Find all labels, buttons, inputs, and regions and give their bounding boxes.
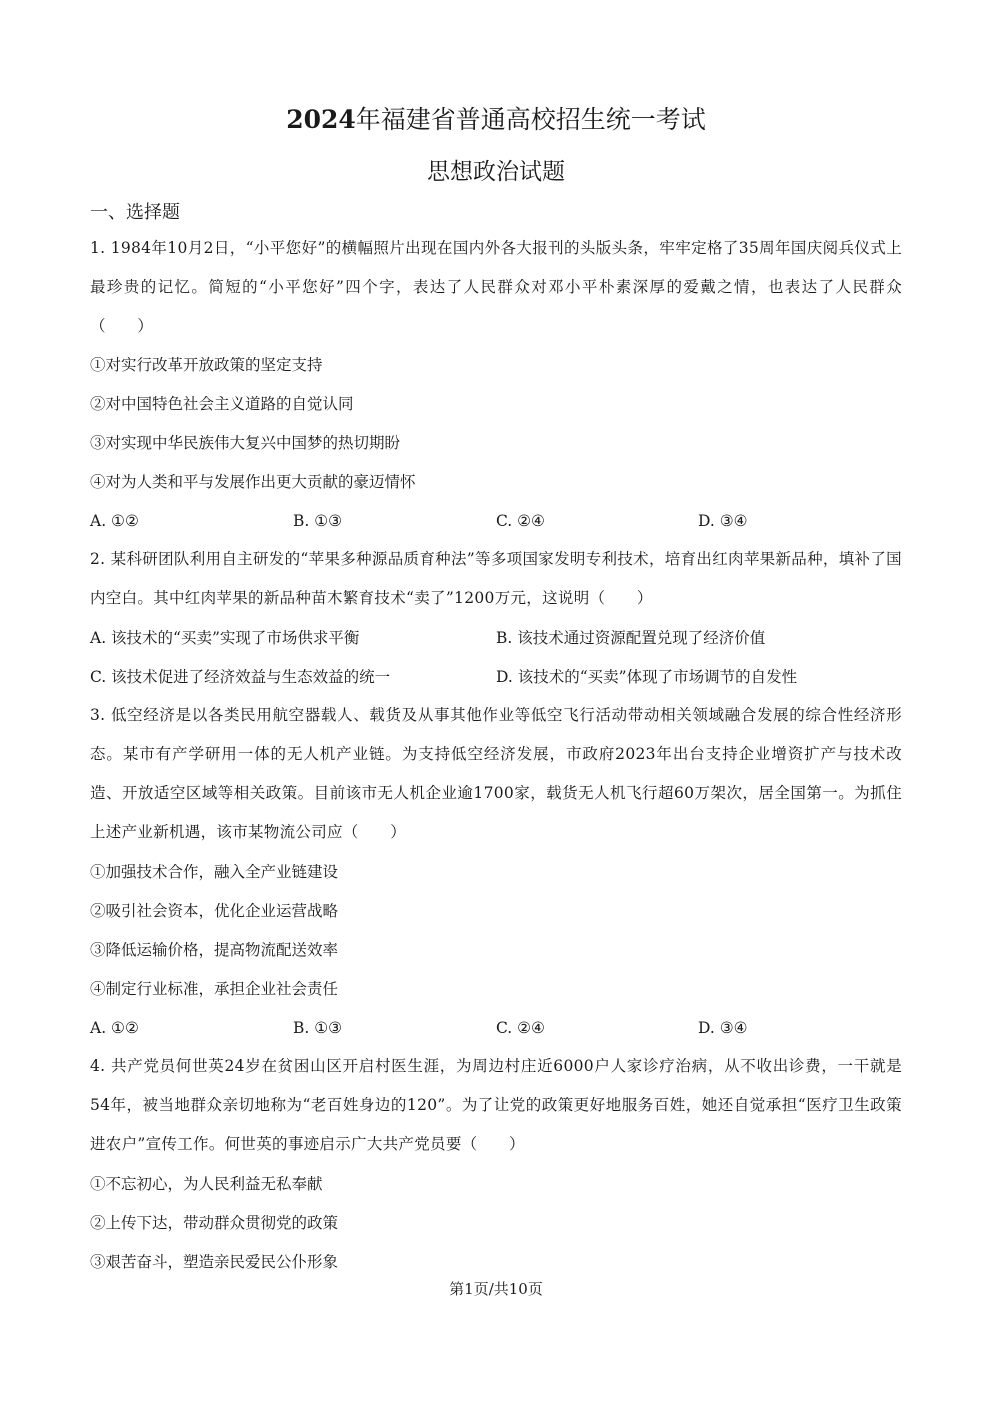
q4-item-3: ③艰苦奋斗，塑造亲民爱民公仆形象 xyxy=(90,1253,339,1271)
section-heading: 一、选择题 xyxy=(90,202,180,223)
q1-item-4: ④对为人类和平与发展作出更大贡献的豪迈情怀 xyxy=(90,473,416,491)
exam-subtitle: 思想政治试题 xyxy=(427,159,565,185)
q3-stem: 3. 低空经济是以各类民用航空器载人、载货及从事其他作业等低空飞行活动带动相关领域融合发展的综合性经济形态。某市有产学研用一体的无人机产业链。为支持低空经济发展，市政府2023年出台支持企业增资扩产与技术改造、开放适空区域等相关政策。目前该市无人机企业逾1700家，载货无人机飞行超60万架次，居全国第一。为抓住上述产业新机遇，该市某物流公司应（ ） xyxy=(90,706,902,841)
q1-item-1: ①对实行改革开放政策的坚定支持 xyxy=(90,356,323,374)
page-footer: 第1页/共10页 xyxy=(449,1280,543,1298)
q4-item-1: ①不忘初心，为人民利益无私奉献 xyxy=(90,1175,323,1193)
q1-option-d: D. ③④ xyxy=(698,512,748,530)
q1-item-3: ③对实现中华民族伟大复兴中国梦的热切期盼 xyxy=(90,434,401,452)
q3-item-3: ③降低运输价格，提高物流配送效率 xyxy=(90,941,339,959)
q1-item-2: ②对中国特色社会主义道路的自觉认同 xyxy=(90,395,354,413)
q1-option-a: A. ①② xyxy=(90,512,139,530)
title-text: 年福建省普通高校招生统一考试 xyxy=(355,105,706,134)
q1-stem: 1. 1984年10月2日，“小平您好”的横幅照片出现在国内外各大报刊的头版头条，牢牢定格了35周年国庆阅兵仪式上最珍贵的记忆。简短的“小平您好”四个字，表达了人民群众对邓小平朴素深厚的爱戴之情，也表达了人民群众（ ） xyxy=(90,239,902,335)
q1-option-b: B. ①③ xyxy=(293,512,343,530)
q3-option-c: C. ②④ xyxy=(496,1019,545,1037)
q2-option-a: A. 该技术的“买卖”实现了市场供求平衡 xyxy=(90,629,360,647)
q2-option-c: C. 该技术促进了经济效益与生态效益的统一 xyxy=(90,668,391,686)
q3-item-1: ①加强技术合作，融入全产业链建设 xyxy=(90,863,339,881)
q2-stem: 2. 某科研团队利用自主研发的“苹果多种源品质育种法”等多项国家发明专利技术，培育出红肉苹果新品种，填补了国内空白。其中红肉苹果的新品种苗木繁育技术“卖了”1200万元，这说明（ ） xyxy=(90,550,902,607)
q2-option-b: B. 该技术通过资源配置兑现了经济价值 xyxy=(496,629,766,647)
exam-title xyxy=(0,100,992,140)
q4-item-2: ②上传下达，带动群众贯彻党的政策 xyxy=(90,1214,339,1232)
q3-option-b: B. ①③ xyxy=(293,1019,343,1037)
title-year: 2024 xyxy=(286,105,356,134)
q4-stem: 4. 共产党员何世英24岁在贫困山区开启村医生涯，为周边村庄近6000户人家诊疗治病，从不收出诊费，一干就是54年，被当地群众亲切地称为“老百姓身边的120”。为了让党的政策更好地服务百姓，她还自觉承担“医疗卫生政策进农户”宣传工作。何世英的事迹启示广大共产党员要（ ） xyxy=(90,1057,902,1153)
q3-item-4: ④制定行业标准，承担企业社会责任 xyxy=(90,980,339,998)
q3-option-d: D. ③④ xyxy=(698,1019,748,1037)
q3-item-2: ②吸引社会资本，优化企业运营战略 xyxy=(90,902,339,920)
q1-option-c: C. ②④ xyxy=(496,512,545,530)
q2-option-d: D. 该技术的“买卖”体现了市场调节的自发性 xyxy=(496,668,798,686)
q3-option-a: A. ①② xyxy=(90,1019,139,1037)
